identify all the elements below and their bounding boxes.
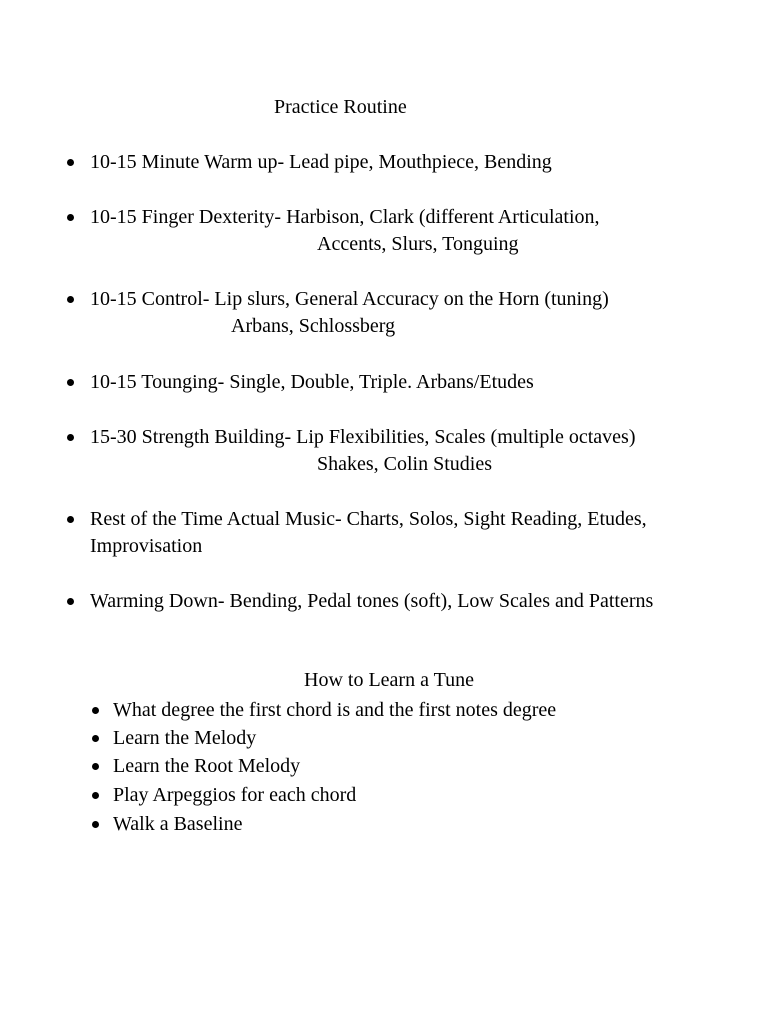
tune-item-text: Learn the Melody [113,727,257,749]
practice-item-text: Rest of the Time Actual Music- Charts, Solos, Sight Reading, Etudes, [90,508,647,530]
practice-item-text-continued: Accents, Slurs, Tonguing [317,233,519,255]
learn-a-tune-title: How to Learn a Tune [304,669,474,691]
bullet-icon [91,811,103,838]
tune-item-text: Learn the Root Melody [113,755,301,777]
bullet-icon [91,782,103,809]
bullet-icon [91,697,103,724]
practice-item-text: Warming Down- Bending, Pedal tones (soft), Low Scales and Patterns [90,590,654,612]
tune-item-text: Walk a Baseline [113,813,243,835]
tune-item-text: What degree the first chord is and the first notes degree [113,699,557,721]
practice-item-text-continued: Arbans, Schlossberg [231,315,396,337]
practice-item-text: 10-15 Control- Lip slurs, General Accuracy on the Horn (tuning) [90,288,609,310]
practice-item-text: 15-30 Strength Building- Lip Flexibilities, Scales (multiple octaves) [90,426,636,448]
practice-item-text-continued: Shakes, Colin Studies [317,453,493,475]
practice-routine-title: Practice Routine [274,96,407,118]
bullet-icon [91,753,103,780]
practice-item-text: 10-15 Minute Warm up- Lead pipe, Mouthpiece, Bending [90,151,552,173]
practice-item-text-continued: Improvisation [90,535,203,557]
practice-item-text: 10-15 Finger Dexterity- Harbison, Clark (different Articulation, [90,206,600,228]
bullet-icon [91,725,103,752]
tune-item-text: Play Arpeggios for each chord [113,784,357,806]
practice-item-text: 10-15 Tounging- Single, Double, Triple. Arbans/Etudes [90,371,534,393]
